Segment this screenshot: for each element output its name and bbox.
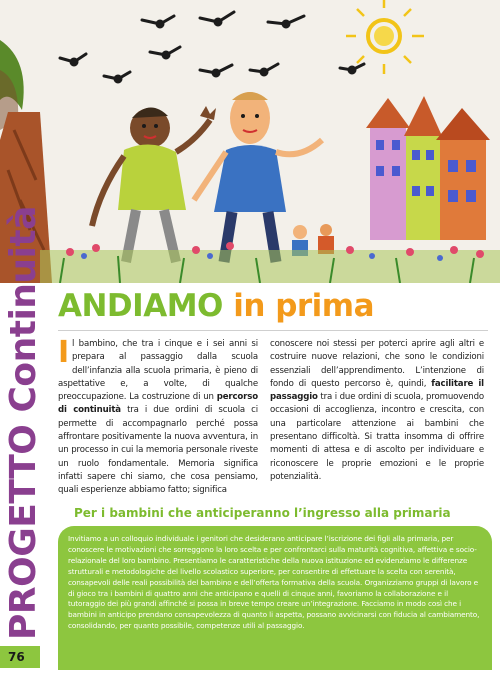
page-heading	[58, 284, 488, 328]
drawing-svg	[0, 0, 500, 283]
body-column-left	[58, 338, 258, 498]
right-col-text-b: tra i due ordini di scuola, promuovendo occasioni di accoglienza, incontro e crescita, con una particolare attenzione ai bambini che presentano difficoltà. Si tratta insomma di offrire momenti di attesa e di ascolto per individuare e riconoscere le proprie emozioni e le proprie potenzialità.	[270, 392, 484, 482]
heading-divider	[58, 330, 488, 331]
box-text: Invitiamo a un colloquio individuale i genitori che desiderano anticipare l’iscrizione dei figli alla primaria, per conoscere le motivazioni che sorreggono la loro scelta e per confrontarci sulla maturità cognitiva, affettiva e socio-relazionale del loro bambino. Presentiamo le caratteristiche della nuova istituzione ed evidenziamo le differenze strutturali e metodologiche del livello scolastico superiore, per consentire di effettuare la scelta con serenità, consapevoli delle reali possibilità del bambino e dell’offerta formativa della scuola. Organizziamo gruppi di lavoro e di gioco tra i bambini di quattro anni che anticipano e quelli di cinque anni, favoriamo la collaborazione e il tutoraggio dei più grandi affinché si possa in breve tempo creare un’integrazione. Facciamo in modo così che i bambini in anticipo prendano consapevolezza di quanto li aspetta, possano avvicinarsi con fiducia al cambiamento, consolidando, per quanto possibile, competenze utili al passaggio.	[68, 534, 480, 631]
right-col-text-a: conoscere noi stessi per poterci aprire agli altri e costruire nuove relazioni, che sono le condizioni essenziali dell’apprendimento. L’intenzione di fondo di questo percorso è, quindi,	[270, 339, 484, 389]
side-title-word2: Continuità	[3, 206, 44, 413]
left-col-bold: percorso di continuità	[58, 392, 258, 416]
box-body	[58, 526, 492, 670]
left-col-text-b: tra i due ordini di scuola ci permette di accompagnarlo perché possa affrontare positivamente la nuova avventura, in un processo in cui la memoria personale riveste un ruolo fondamentale. Memoria significa infatti sapere chi siamo, che cosa pensiamo, quali esperienze abbiamo fatto; significa	[58, 405, 258, 496]
right-col-bold: facilitare il passaggio	[270, 378, 484, 403]
early-entry-box	[58, 500, 492, 670]
dropcap: I	[58, 338, 70, 370]
childrens-drawing-illustration	[0, 0, 500, 283]
heading-part1: ANDIAMO	[58, 288, 223, 324]
heading-part2: in prima	[233, 288, 375, 324]
page-number: 76	[0, 646, 40, 668]
side-title-word1: PROGETTO	[3, 424, 44, 640]
side-title-vertical	[3, 206, 44, 640]
body-column-right	[270, 338, 484, 498]
left-col-text-a: l bambino, che tra i cinque e i sei anni si prepara al passaggio dalla scuola dell’infanzia alla scuola primaria, è pieno di aspettative e, a volte, di qualche preoccupazione. La costruzione di un	[58, 339, 258, 403]
box-title: Per i bambini che anticiperanno l’ingresso alla primaria	[74, 506, 451, 520]
